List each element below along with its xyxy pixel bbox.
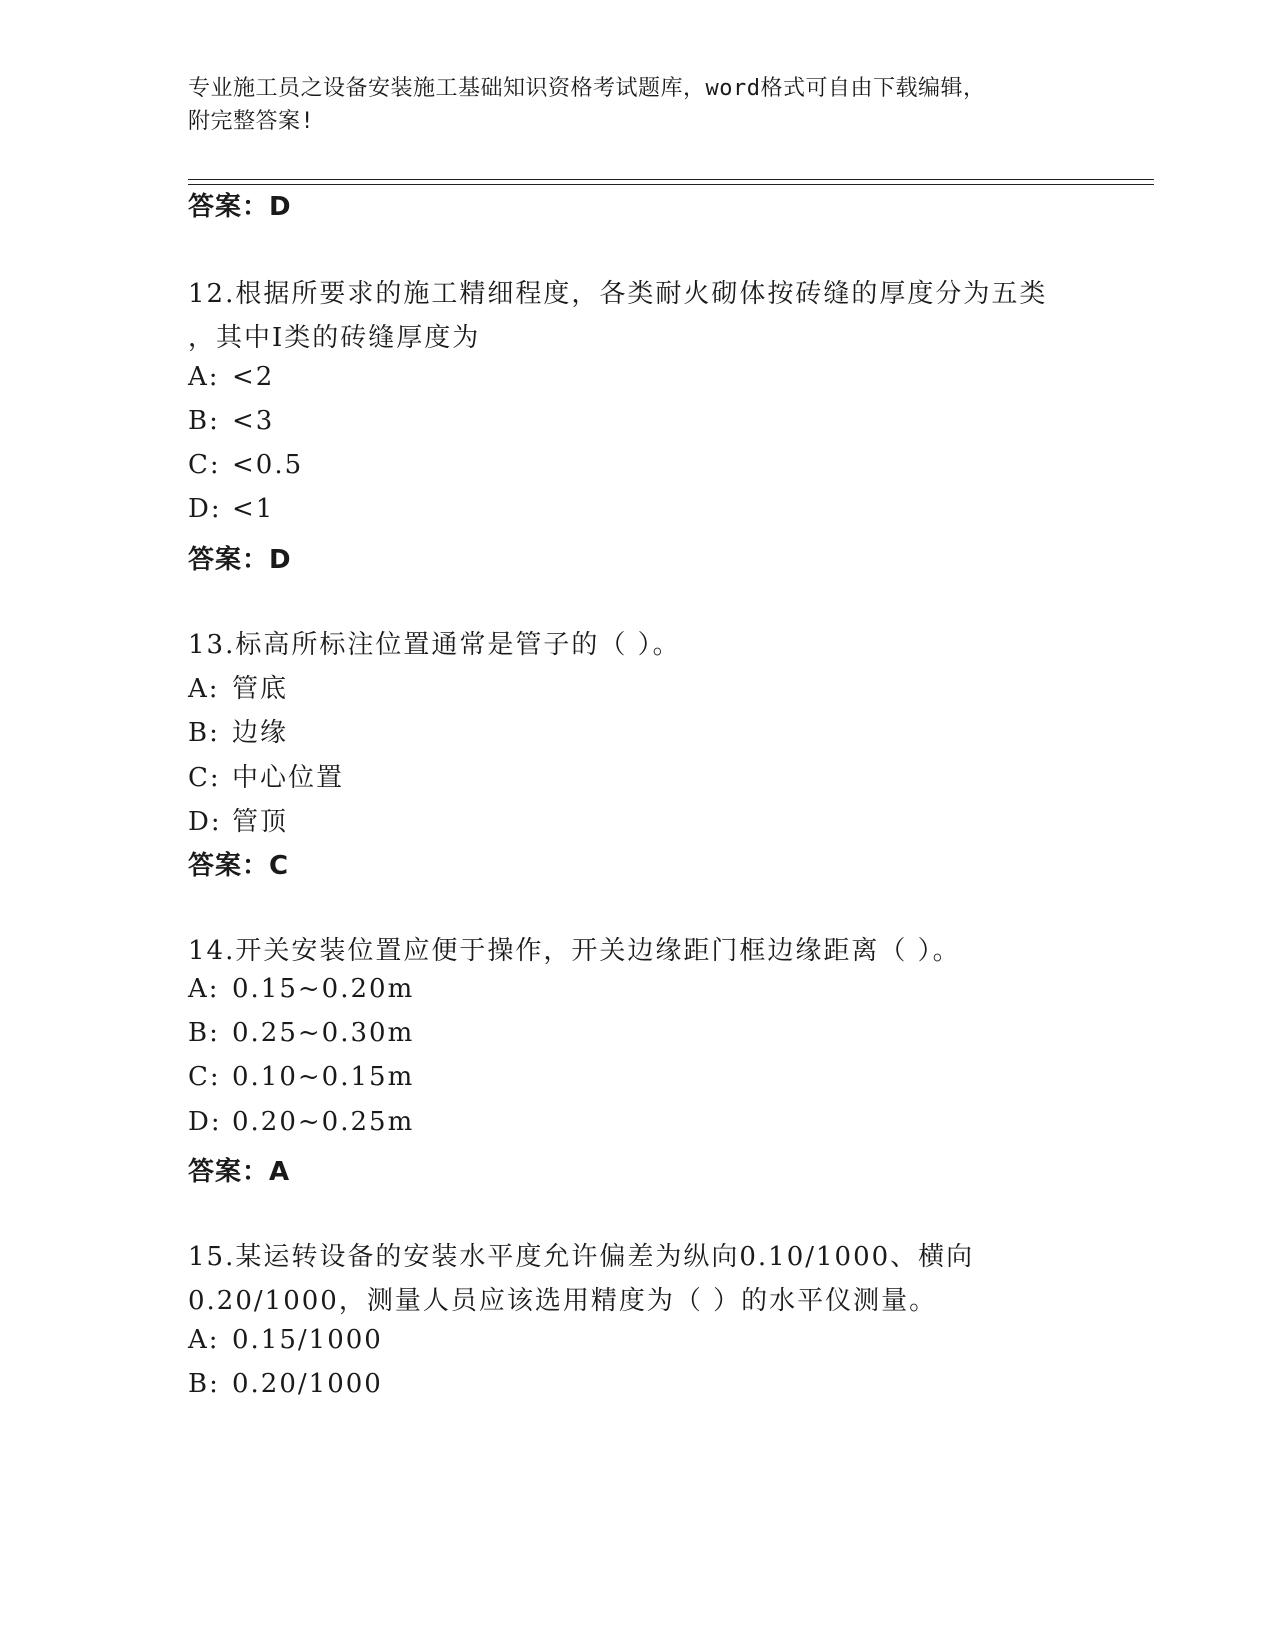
question-14-answer [188,1151,290,1188]
header-line-1: 专业施工员之设备安装施工基础知识资格考试题库，word格式可自由下载编辑， [188,76,986,101]
question-14-option-b [188,1018,414,1048]
question-12-option-b [188,406,274,436]
question-14-option-c [188,1062,414,1092]
question-15-option-b [188,1369,383,1399]
question-14-option-d [188,1107,414,1137]
question-13-stem-line-1: 13.标高所标注位置通常是管子的（ ）。 [188,630,681,660]
question-12-option-c [188,450,303,480]
question-13-option-c [188,757,344,794]
option-text: 管底 [232,674,289,704]
option-key: B: [188,406,220,436]
option-text: <2 [232,362,275,392]
question-12-stem-line-1: 12.根据所要求的施工精细程度，各类耐火砌体按砖缝的厚度分为五类 [188,279,1048,309]
answer-label: 答案： [188,1157,270,1187]
option-key: A: [188,974,220,1004]
question-15-stem-line-2: 0.20/1000，测量人员应该选用精度为（ ）的水平仪测量。 [188,1286,938,1316]
option-text: 0.15/1000 [232,1325,383,1355]
header-line-2: 附完整答案! [188,109,315,134]
option-key: B: [188,718,220,748]
option-text: 0.25~0.30m [232,1018,415,1048]
answer-prev [188,186,292,223]
option-text: 0.20~0.25m [232,1107,415,1137]
answer-value: A [269,1157,291,1187]
option-text: 0.15~0.20m [232,974,415,1004]
option-text: 0.10~0.15m [232,1062,415,1092]
option-text: 中心位置 [232,763,345,793]
answer-value: D [269,192,292,222]
option-text: <0.5 [232,450,304,480]
question-15-stem-line-1: 15.某运转设备的安装水平度允许偏差为纵向0.10/1000、横向 [188,1242,975,1272]
option-key: D: [188,494,222,524]
option-text: 管顶 [232,807,289,837]
question-12-option-a [188,362,274,392]
question-12-answer [188,539,292,576]
header-divider-top [188,179,1154,180]
option-text: <1 [232,494,275,524]
question-14-option-a [188,974,414,1004]
question-12-option-d [188,494,274,524]
option-key: C: [188,450,221,480]
question-12-stem-line-2: ，其中Ⅰ类的砖缝厚度为 [188,323,481,353]
question-13-option-d [188,801,288,838]
question-13-option-a [188,668,288,705]
header-divider-bottom [188,184,1154,185]
answer-value: D [269,545,292,575]
option-key: B: [188,1018,220,1048]
option-key: C: [188,1062,221,1092]
option-text: 0.20/1000 [232,1369,383,1399]
option-key: D: [188,1107,222,1137]
option-key: D: [188,807,222,837]
question-15-option-a [188,1325,383,1355]
answer-value: C [269,851,290,881]
answer-label: 答案： [188,851,270,881]
option-key: C: [188,763,221,793]
option-text: <3 [232,406,275,436]
option-key: A: [188,362,220,392]
question-13-option-b [188,712,288,749]
answer-label: 答案： [188,192,270,222]
option-key: A: [188,674,220,704]
question-14-stem-line-1: 14.开关安装位置应便于操作，开关边缘距门框边缘距离（ ）。 [188,936,961,966]
option-text: 边缘 [232,718,289,748]
option-key: A: [188,1325,220,1355]
document-header [188,72,1088,138]
option-key: B: [188,1369,220,1399]
answer-label: 答案： [188,545,270,575]
question-13-answer [188,845,289,882]
